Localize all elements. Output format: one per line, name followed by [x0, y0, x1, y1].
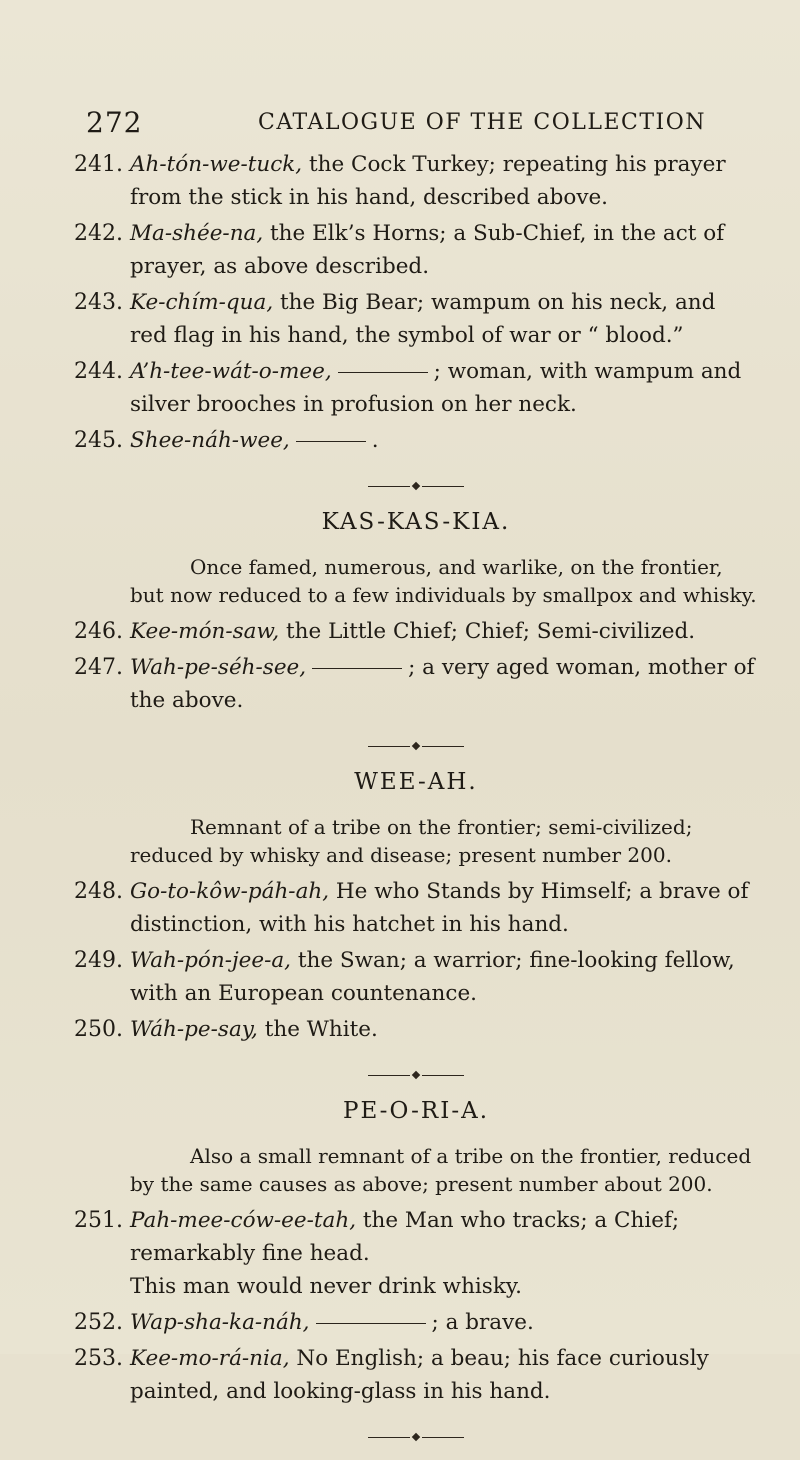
entry-number: 246. [74, 619, 123, 644]
section-divider [74, 1060, 758, 1090]
catalogue-entry [74, 1342, 758, 1408]
name-omitted-dash [338, 372, 428, 373]
catalogue-entry [74, 1013, 758, 1046]
section-heading: KAS-KAS-KIA. [321, 509, 511, 535]
entry-number: 241. [74, 152, 123, 177]
entry-name: Shee-náh-wee, [130, 428, 290, 453]
entry-description: ; woman, with wampum and silver brooches in profusion on her neck. [130, 359, 742, 417]
section-intro: Also a small remnant of a tribe on the frontier, reduced by the same causes as above; present number about 200. [130, 1144, 752, 1196]
entry-description: the Swan; a warrior; fine-looking fellow, with an European countenance. [130, 948, 735, 1006]
entry-description: No English; a beau; his face curiously painted, and looking-glass in his hand. [130, 1346, 709, 1404]
entry-number: 248. [74, 879, 123, 904]
section-divider [74, 1422, 758, 1452]
name-omitted-dash [312, 668, 402, 669]
entry-name: Wah-pe-séh-see, [130, 655, 307, 680]
catalogue-entry [74, 615, 758, 648]
section-intro: Remnant of a tribe on the frontier; semi-civilized; reduced by whisky and disease; present number 200. [130, 815, 693, 867]
entry-number: 247. [74, 655, 123, 680]
entry-description: the Elk’s Horns; a Sub-Chief, in the act of prayer, as above described. [130, 221, 725, 279]
entry-number: 245. [74, 428, 123, 453]
section-divider [74, 471, 758, 501]
catalogue-entry [74, 286, 758, 352]
entry-name: Kee-mo-rá-nia, [130, 1346, 290, 1371]
entry-name: Pah-mee-ców-ee-tah, [130, 1208, 357, 1233]
entry-description: . [371, 428, 379, 453]
entry-name: Wáh-pe-say, [130, 1017, 258, 1042]
entry-description: He who Stands by Himself; a brave of distinction, with his hatchet in his hand. [130, 879, 749, 937]
catalogue-entry [74, 651, 758, 717]
running-title: CATALOGUE OF THE COLLECTION [258, 110, 707, 135]
catalogue-entry [74, 217, 758, 283]
entry-name: Go-to-kôw-páh-ah, [130, 879, 330, 904]
entry-name: Ke-chím-qua, [130, 290, 274, 315]
page-header [74, 0, 758, 139]
name-omitted-dash [316, 1323, 426, 1324]
catalogue-entry [74, 148, 758, 214]
entry-description: the Cock Turkey; repeating his prayer from the stick in his hand, described above. [130, 152, 726, 210]
entry-name: Wah-pón-jee-a, [130, 948, 292, 973]
name-omitted-dash [296, 441, 366, 442]
section-heading: WEE-AH. [354, 769, 478, 795]
page-content [74, 148, 758, 1460]
catalogue-entry [74, 944, 758, 1010]
entry-number: 251. [74, 1208, 123, 1233]
entry-name: A’h-tee-wát-o-mee, [130, 359, 332, 384]
catalogue-entry [74, 1204, 758, 1303]
catalogue-entry [74, 424, 758, 457]
entry-name: Wap-sha-ka-náh, [130, 1310, 310, 1335]
catalogue-entry [74, 875, 758, 941]
page-number: 272 [86, 106, 143, 139]
entry-number: 243. [74, 290, 123, 315]
entry-number: 253. [74, 1346, 123, 1371]
catalogue-entry [74, 355, 758, 421]
entry-number: 242. [74, 221, 123, 246]
entry-description: ; a brave. [431, 1310, 534, 1335]
entry-number: 249. [74, 948, 123, 973]
entry-name: Ah-tón-we-tuck, [130, 152, 303, 177]
entry-description: the Man who tracks; a Chief; remarkably fine head. [130, 1208, 680, 1266]
entry-number: 244. [74, 359, 123, 384]
section-divider [74, 731, 758, 761]
entry-note: This man would never drink whisky. [130, 1274, 522, 1299]
entry-description: ; a very aged woman, mother of the above. [130, 655, 755, 713]
entry-number: 250. [74, 1017, 123, 1042]
entry-number: 252. [74, 1310, 123, 1335]
catalogue-entry [74, 1306, 758, 1339]
entry-description: the White. [264, 1017, 378, 1042]
section-heading: PE-O-RI-A. [342, 1098, 490, 1124]
section-intro: Once famed, numerous, and warlike, on the frontier, but now reduced to a few individuals by smallpox and whisky. [130, 555, 757, 607]
entry-description: the Little Chief; Chief; Semi-civilized. [286, 619, 696, 644]
entry-name: Kee-món-saw, [130, 619, 280, 644]
entry-description: the Big Bear; wampum on his neck, and red flag in his hand, the symbol of war or “ blood.” [130, 290, 716, 348]
entry-name: Ma-shée-na, [130, 221, 264, 246]
